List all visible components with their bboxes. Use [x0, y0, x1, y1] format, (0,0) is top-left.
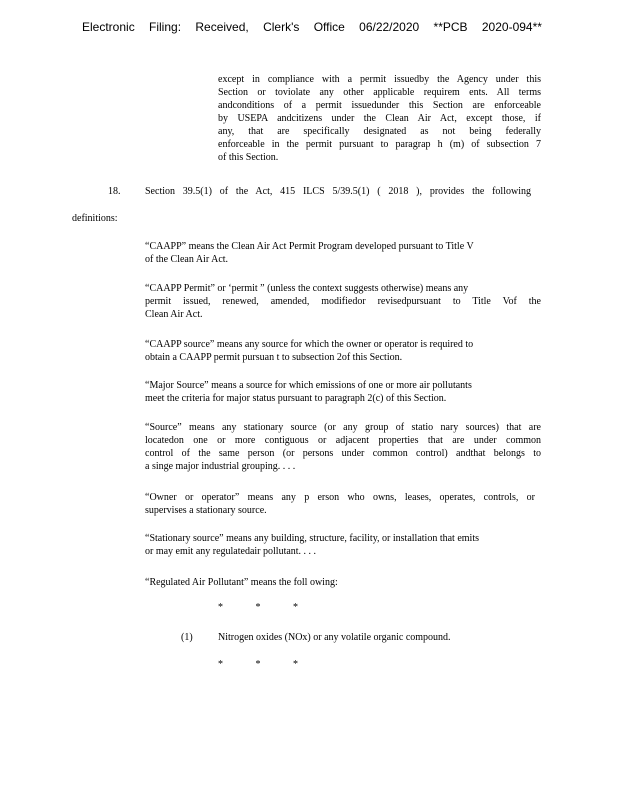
definition-line: “Major Source” means a source for which emissions of one or more air pollutants — [145, 380, 472, 391]
header-word: Filing: — [149, 20, 182, 34]
definition-caapp-source — [145, 338, 541, 364]
star: * — [255, 602, 261, 613]
list-item-number: (1) — [181, 632, 193, 643]
definition-regulated-air-pollutant — [145, 576, 541, 589]
header-word: Office — [313, 20, 345, 34]
definition-source — [145, 421, 541, 473]
paragraph-text: Section 39.5(1) of the Act, 415 ILCS 5/39.5(1) ( 2018 ), provides the following — [145, 186, 531, 197]
ellipsis-stars — [218, 659, 298, 670]
list-item-text: Nitrogen oxides (NOx) or any volatile organic compound. — [218, 632, 451, 643]
ellipsis-stars — [218, 602, 298, 613]
definition-line: of the Clean Air Act. — [145, 254, 229, 265]
definition-line: “CAAPP source” means any source for which the owner or operator is required to — [145, 339, 474, 350]
definition-line: supervises a stationary source. — [145, 505, 267, 516]
quote-line: any, that are specifically designated as not being federally — [218, 126, 541, 137]
definition-line: obtain a CAAPP permit pursuan t to subsection 2of this Section. — [145, 352, 403, 363]
header-word: Clerk's — [263, 20, 300, 34]
definition-caapp — [145, 240, 541, 266]
quote-line: of this Section. — [218, 152, 279, 163]
header-date: 06/22/2020 — [359, 20, 420, 34]
header-word: Electronic — [82, 20, 135, 34]
header-word: Received, — [195, 20, 249, 34]
definition-line: control of the same person (or persons under common control) andthat belongs to — [145, 448, 541, 459]
definition-major-source — [145, 379, 541, 405]
definition-stationary-source — [145, 532, 541, 558]
quote-line: enforceable in the permit pursuant to paragrap h (m) of subsection 7 — [218, 139, 541, 150]
block-quote-top — [218, 73, 541, 164]
definition-line: locatedon one or more contiguous or adjacent properties that are under common — [145, 435, 541, 446]
definition-line: or may emit any regulatedair pollutant. . . . — [145, 546, 317, 557]
definition-line: “Stationary source” means any building, structure, facility, or installation that emits — [145, 533, 479, 544]
star: * — [293, 659, 298, 670]
star: * — [218, 602, 223, 613]
paragraph-number: 18. — [108, 186, 121, 197]
quote-line: andconditions of a permit issuedunder this Section are enforceable — [218, 100, 541, 111]
definition-caapp-permit — [145, 282, 541, 321]
definition-line: “CAAPP” means the Clean Air Act Permit Program developed pursuant to Title V — [145, 241, 474, 252]
header-case-number: 2020-094** — [481, 20, 542, 34]
quote-line: by USEPA andcitizens under the Clean Air Act, except those, if — [218, 113, 541, 124]
quote-line: Section or toviolate any other applicable requirem ents. All terms — [218, 87, 541, 98]
definition-line: permit issued, renewed, amended, modifiedor revisedpursuant to Title Vof the — [145, 296, 541, 307]
star: * — [255, 659, 261, 670]
definition-owner-operator — [145, 491, 535, 517]
star: * — [293, 602, 298, 613]
paragraph-continuation: definitions: — [72, 213, 118, 224]
definition-line: Clean Air Act. — [145, 309, 203, 320]
star: * — [218, 659, 223, 670]
header-word: **PCB — [433, 20, 468, 34]
definition-line: meet the criteria for major status pursuant to paragraph 2(c) of this Section. — [145, 393, 447, 404]
definition-line: “Owner or operator” means any p erson who owns, leases, operates, controls, or — [145, 492, 535, 503]
filing-header — [82, 20, 542, 34]
definition-line: “Source” means any stationary source (or any group of statio nary sources) that are — [145, 422, 541, 433]
definition-line: “CAAPP Permit” or ‘permit ” (unless the context suggests otherwise) means any — [145, 283, 469, 294]
definition-line: “Regulated Air Pollutant” means the foll owing: — [145, 577, 338, 588]
definition-line: a singe major industrial grouping. . . . — [145, 461, 296, 472]
quote-line: except in compliance with a permit issuedby the Agency under this — [218, 74, 541, 85]
